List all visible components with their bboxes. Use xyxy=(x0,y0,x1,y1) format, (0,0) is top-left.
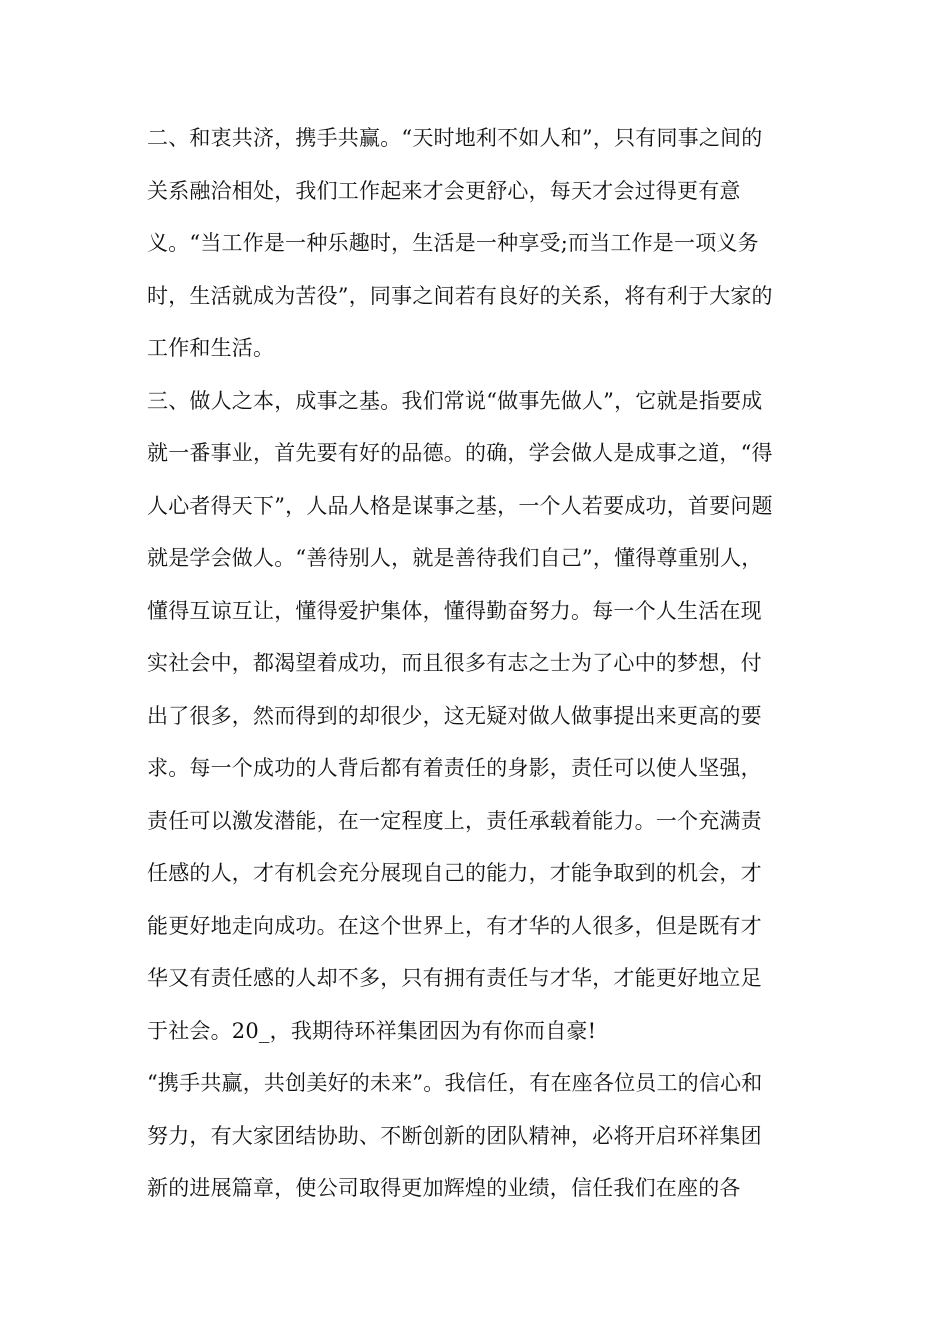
text-line: 实社会中，都渴望着成功，而且很多有志之士为了心中的梦想，付 xyxy=(147,651,762,675)
text-line: 人心者得天下”，人品人格是谋事之基，一个人若要成功，首要问题 xyxy=(147,493,773,518)
text-line: 工作和生活。 xyxy=(147,336,275,360)
text-line: 关系融洽相处，我们工作起来才会更舒心，每天才会过得更有意 xyxy=(147,178,741,203)
text-line: 责任可以激发潜能，在一定程度上，责任承载着能力。一个充满责 xyxy=(147,808,762,833)
text-line: 时，生活就成为苦役”，同事之间若有良好的关系，将有利于大家的 xyxy=(147,283,773,308)
text-line: 就是学会做人。“善待别人，就是善待我们自己”，懂得尊重别人， xyxy=(147,546,763,570)
text-line: 懂得互谅互让，懂得爱护集体，懂得勤奋努力。每一个人生活在现 xyxy=(147,598,762,623)
text-line: 努力，有大家团结协助、不断创新的团队精神，必将开启环祥集团 xyxy=(147,1123,762,1148)
text-line: 华又有责任感的人却不多，只有拥有责任与才华，才能更好地立足 xyxy=(147,966,762,990)
text-line: 能更好地走向成功。在这个世界上，有才华的人很多，但是既有才 xyxy=(147,913,762,938)
text-line: 三、做人之本，成事之基。我们常说“做事先做人”，它就是指要成 xyxy=(147,388,763,413)
text-line: 求。每一个成功的人背后都有着责任的身影，责任可以使人坚强， xyxy=(147,756,762,780)
text-line: “携手共赢，共创美好的未来”。我信任，有在座各位员工的信心和 xyxy=(147,1071,763,1095)
text-line: 就一番事业，首先要有好的品德。的确，学会做人是成事之道，“得 xyxy=(147,441,773,465)
text-line: 于社会。20_，我期待环祥集团因为有你而自豪! xyxy=(147,1018,597,1043)
text-line: 义。“当工作是一种乐趣时，生活是一种享受;而当工作是一项义务 xyxy=(147,231,759,255)
text-line: 任感的人，才有机会充分展现自己的能力，才能争取到的机会，才 xyxy=(147,861,762,885)
text-line: 二、和衷共济，携手共赢。“天时地利不如人和”，只有同事之间的 xyxy=(147,126,763,150)
text-line: 新的进展篇章，使公司取得更加辉煌的业绩，信任我们在座的各 xyxy=(147,1176,741,1200)
text-line: 出了很多，然而得到的却很少，这无疑对做人做事提出来更高的要 xyxy=(147,703,762,728)
document-body xyxy=(147,112,807,1215)
